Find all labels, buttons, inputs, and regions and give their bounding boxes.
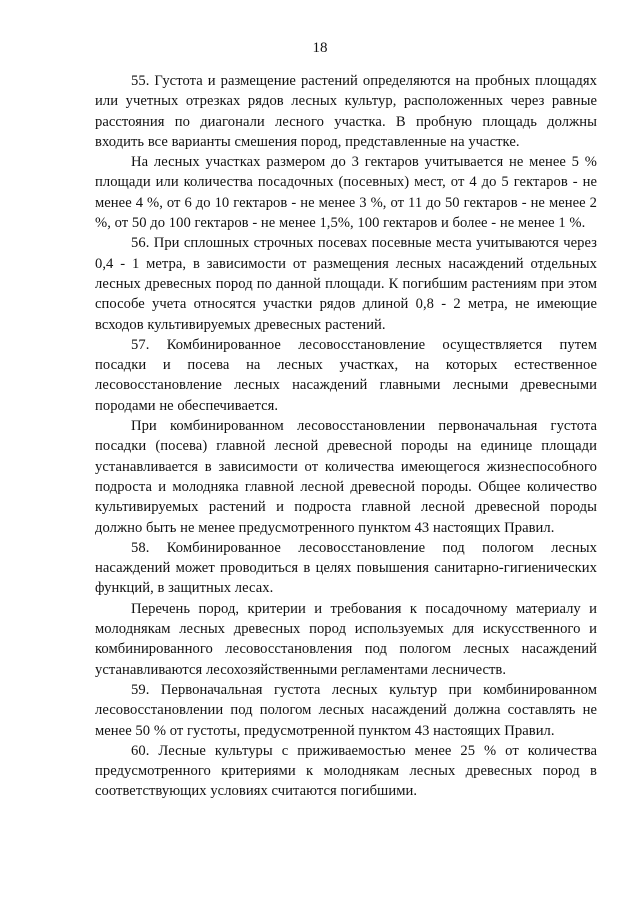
paragraph-55: 55. Густота и размещение растений определяются на пробных площадях или учетных отрезках рядов лесных культур, расположенных через равные расстояния по диагонали лесного участка. В пробную площадь должны входить все варианты смешения пород, представленные на участке. xyxy=(95,73,597,150)
paragraph-56: 56. При сплошных строчных посевах посевные места учитываются через 0,4 - 1 метра, в зависимости от размещения лесных насаждений отдельных лесных древесных пород по данной площади. К погибшим растениям при этом способе учета относятся участки рядов длиной 0,8 - 2 метра, не имеющие всходов культивируемых древесных растений. xyxy=(95,235,597,333)
paragraph-60: 60. Лесные культуры с приживаемостью менее 25 % от количества предусмотренного критериями к молоднякам лесных древесных пород в соответствующих условиях считаются погибшими. xyxy=(95,742,597,800)
paragraph-55-area-thresholds: На лесных участках размером до 3 гектаров учитывается не менее 5 % площади или количества посадочных (посевных) мест, от 4 до 5 гектаров - не менее 4 %, от 6 до 10 гектаров - не менее 3 %, от 11 до 50 гектаров - не менее 2 %, от 50 до 100 гектаров - не менее 1,5%, 100 гектаров и более - не менее 1 %. xyxy=(95,154,597,232)
paragraph-58-species-list: Перечень пород, критерии и требования к посадочному материалу и молоднякам лесных древесных пород используемых для искусственного и комбинированного лесовосстановления под пологом лесных насаждений устанавливаются лесохозяйственными регламентами лесничеств. xyxy=(95,600,597,678)
paragraph-59: 59. Первоначальная густота лесных культур при комбинированном лесовосстановлении под пологом лесных насаждений должна составлять не менее 50 % от густоты, предусмотренной пунктом 43 настоящих Правил. xyxy=(95,681,597,739)
paragraph-58: 58. Комбинированное лесовосстановление под пологом лесных насаждений может проводиться в целях повышения санитарно-гигиенических функций, в защитных лесах. xyxy=(95,539,597,597)
document-body xyxy=(95,71,597,802)
paragraph-57: 57. Комбинированное лесовосстановление осуществляется путем посадки и посева на лесных участках, на которых естественное лесовосстановление лесных насаждений главными лесными древесными породами не обеспечивается. xyxy=(95,336,597,414)
page-number: 18 xyxy=(312,40,328,56)
paragraph-57-initial-density: При комбинированном лесовосстановлении первоначальная густота посадки (посева) главной лесной древесной породы на единице площади устанавливается в зависимости от количества имеющегося жизнеспособного подроста и молодняка главной лесной древесной породы. Общее количество культивируемых растений и подроста главной лесной древесной породы должно быть не менее предусмотренного пунктом 43 настоящих Правил. xyxy=(95,418,597,536)
